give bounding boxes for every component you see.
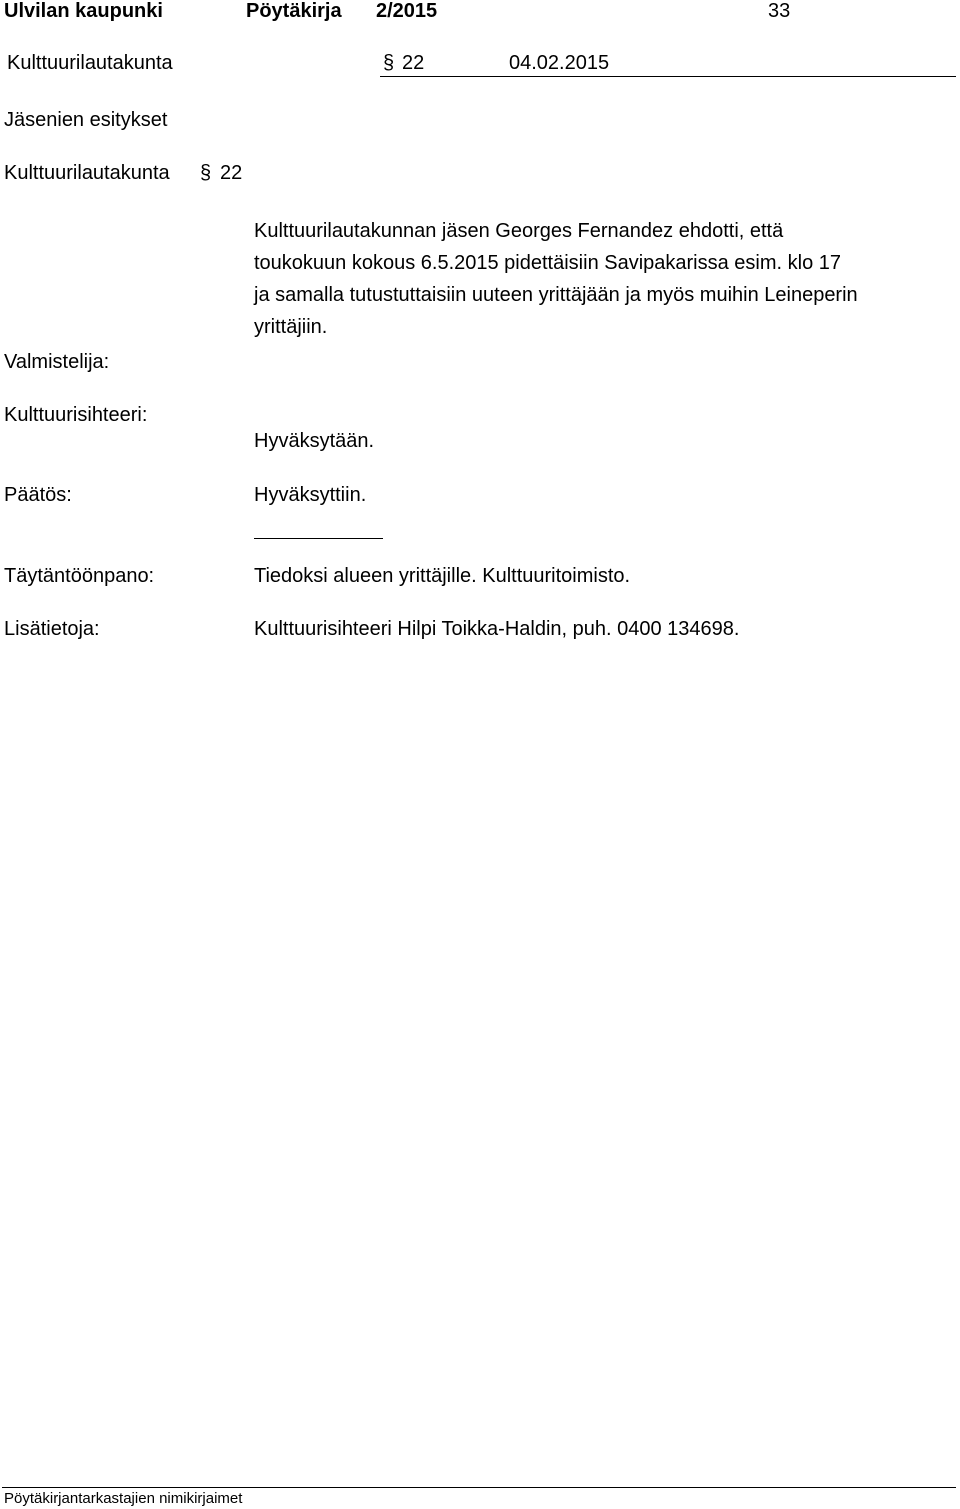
section-ref-body: Kulttuurilautakunta: [4, 162, 170, 184]
header-rule: [380, 76, 956, 77]
taytantoonpano-value: Tiedoksi alueen yrittäjille. Kulttuuritoimisto.: [254, 565, 631, 587]
proposal-line: yrittäjiin.: [254, 316, 328, 338]
section-ref-sign: §: [200, 162, 212, 184]
section-ref-number: 22: [220, 162, 243, 184]
lisatietoja-label: Lisätietoja:: [4, 618, 100, 640]
org-name: Ulvilan kaupunki: [4, 0, 163, 22]
header-body: Kulttuurilautakunta: [7, 52, 173, 74]
header-section-sign: §: [383, 52, 395, 74]
valmistelija-label: Valmistelija:: [4, 351, 110, 373]
doc-number: 2/2015: [376, 0, 438, 22]
paatos-value: Hyväksyttiin.: [254, 484, 367, 506]
proposal-line: ja samalla tutustuttaisiin uuteen yrittäjään ja myös muihin Leineperin: [254, 284, 858, 306]
header-date: 04.02.2015: [509, 52, 610, 74]
proposal-line: Kulttuurilautakunnan jäsen Georges Fernandez ehdotti, että: [254, 220, 784, 242]
footer-signatures-label: Pöytäkirjantarkastajien nimikirjaimet: [4, 1490, 243, 1507]
taytantoonpano-label: Täytäntöönpano:: [4, 565, 155, 587]
page-number: 33: [768, 0, 791, 22]
paatos-label: Päätös:: [4, 484, 72, 506]
section-title: Jäsenien esitykset: [4, 109, 168, 131]
footer-rule: [2, 1487, 956, 1488]
proposal-paragraph: [254, 215, 959, 343]
proposal-line: toukokuun kokous 6.5.2015 pidettäisiin Savipakarissa esim. klo 17: [254, 252, 842, 274]
decision-underline: [254, 538, 383, 539]
kulttuurisihteeri-value: Hyväksytään.: [254, 430, 375, 452]
doc-type: Pöytäkirja: [246, 0, 342, 22]
lisatietoja-value: Kulttuurisihteeri Hilpi Toikka-Haldin, puh. 0400 134698.: [254, 618, 740, 640]
header-section-number: 22: [402, 52, 425, 74]
kulttuurisihteeri-label: Kulttuurisihteeri:: [4, 404, 148, 426]
